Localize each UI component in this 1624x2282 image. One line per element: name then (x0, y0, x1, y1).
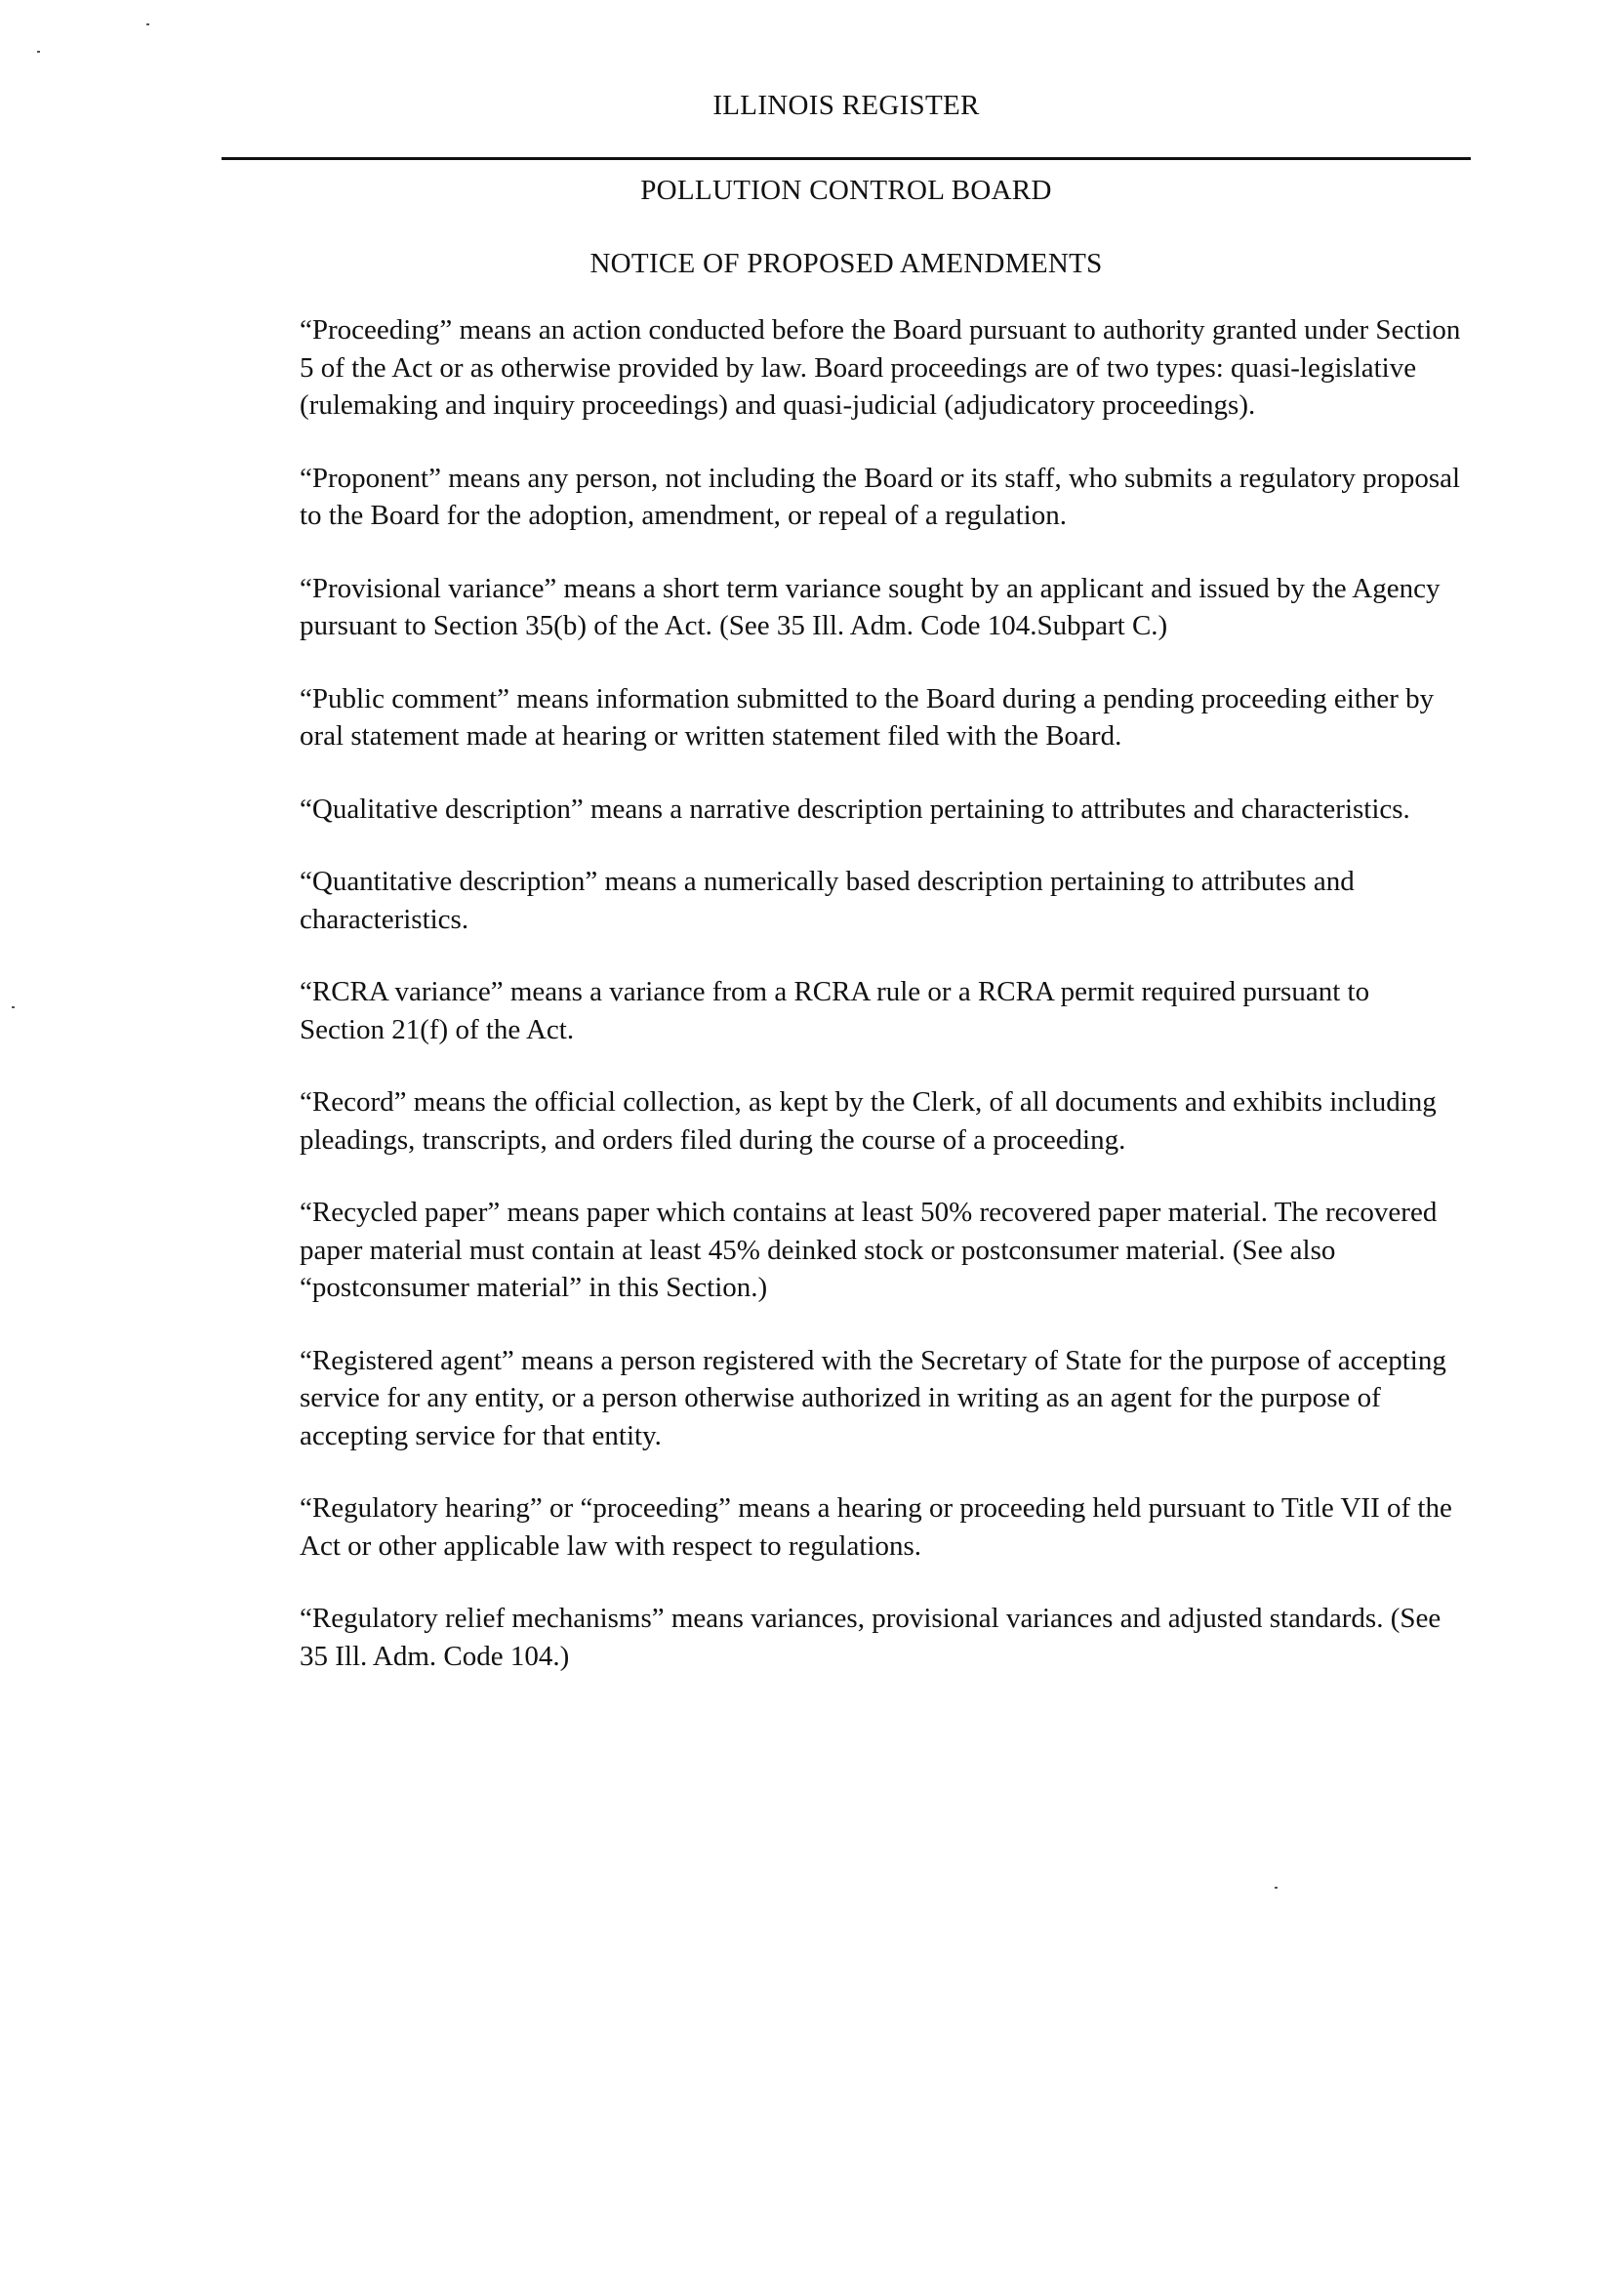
definition-proceeding: “Proceeding” means an action conducted before the Board pursuant to authority granted under Section 5 of the Act or as otherwise provided by law. Board proceedings are of two types: quasi-legislative (rulemaking and inquiry proceedings) and quasi-judicial (adjudicatory proceedings). (300, 314, 1461, 421)
register-title: ILLINOIS REGISTER (712, 90, 980, 121)
header-rule (222, 157, 1471, 160)
definition-regulatory-relief-mechanisms: “Regulatory relief mechanisms” means variances, provisional variances and adjusted standards. (See 35 Ill. Adm. Code 104.) (300, 1603, 1441, 1672)
definition-rcra-variance: “RCRA variance” means a variance from a RCRA rule or a RCRA permit required pursuant to Section 21(f) of the Act. (300, 976, 1370, 1045)
scan-speck (146, 23, 149, 25)
definition-record: “Record” means the official collection, as kept by the Clerk, of all documents and exhibits including pleadings, transcripts, and orders filed during the course of a proceeding. (300, 1086, 1437, 1156)
definition-regulatory-hearing: “Regulatory hearing” or “proceeding” means a hearing or proceeding held pursuant to Title VII of the Act or other applicable law with respect to regulations. (300, 1492, 1452, 1562)
agency-title: POLLUTION CONTROL BOARD (640, 175, 1052, 206)
definitions-list (300, 311, 1461, 1710)
scan-speck (37, 51, 40, 53)
definition-proponent: “Proponent” means any person, not including the Board or its staff, who submits a regulatory proposal to the Board for the adoption, amendment, or repeal of a regulation. (300, 462, 1461, 531)
notice-title: NOTICE OF PROPOSED AMENDMENTS (589, 248, 1103, 279)
definition-quantitative-description: “Quantitative description” means a numerically based description pertaining to attributes and characteristics. (300, 866, 1355, 935)
definition-qualitative-description: “Qualitative description” means a narrative description pertaining to attributes and characteristics. (300, 793, 1410, 825)
scan-speck (1275, 1887, 1278, 1889)
definition-registered-agent: “Registered agent” means a person registered with the Secretary of State for the purpose of accepting service for any entity, or a person otherwise authorized in writing as an agent for the purpose of accepting service for that entity. (300, 1344, 1446, 1451)
definition-public-comment: “Public comment” means information submitted to the Board during a pending proceeding either by oral statement made at hearing or written statement filed with the Board. (300, 682, 1435, 752)
definition-recycled-paper: “Recycled paper” means paper which contains at least 50% recovered paper material. The recovered paper material must contain at least 45% deinked stock or postconsumer material. (See also “postconsumer material” in this Section.) (300, 1197, 1438, 1303)
definition-provisional-variance: “Provisional variance” means a short term variance sought by an applicant and issued by the Agency pursuant to Section 35(b) of the Act. (See 35 Ill. Adm. Code 104.Subpart C.) (300, 572, 1441, 641)
scan-speck (12, 1006, 15, 1008)
